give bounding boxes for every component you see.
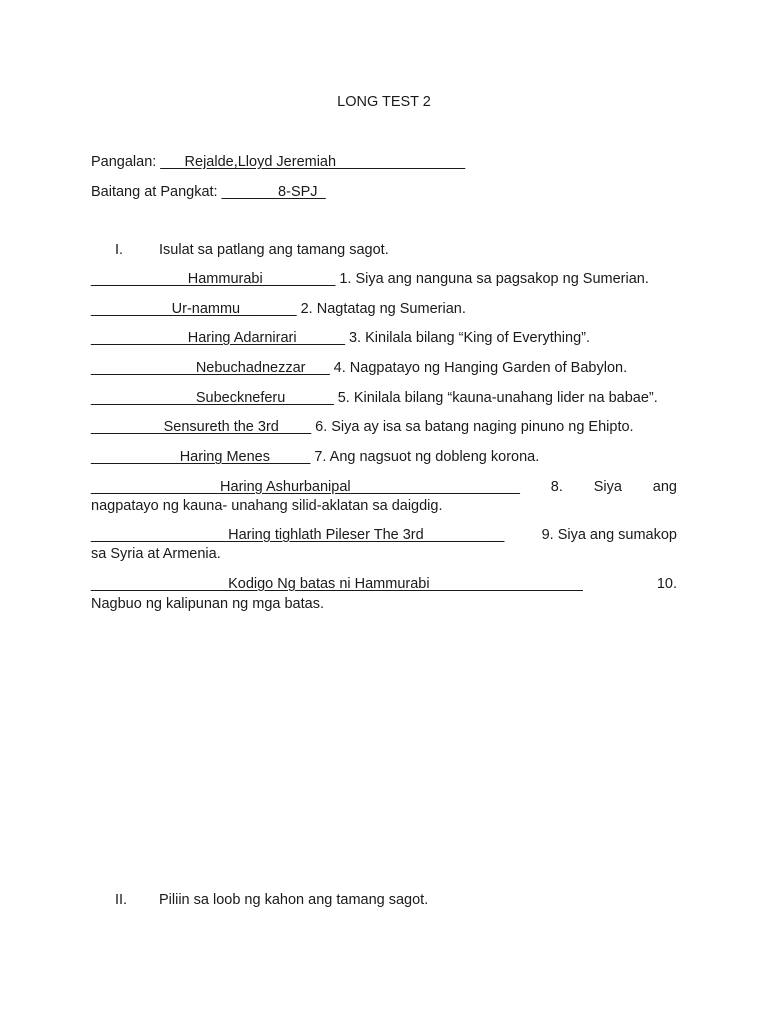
name-value: ___Rejalde,Lloyd Jeremiah________________ [160, 154, 466, 170]
item-word: ang [652, 479, 677, 495]
item-question: 3. Kinilala bilang “King of Everything”. [344, 330, 590, 346]
name-line [91, 154, 465, 170]
item-answer: ____________Hammurabi_________ [91, 271, 336, 287]
list-item [91, 360, 627, 376]
list-item-10-line2: Nagbuo ng kalipunan ng mga batas. [91, 596, 324, 612]
list-item-8-line2: nagpatayo ng kauna- unahang silid-aklatan sa daigdig. [91, 498, 443, 514]
item-answer: __________Ur-nammu_______ [91, 301, 297, 317]
grade-label: Baitang at Pangkat: [91, 184, 218, 200]
item-answer: _____________Nebuchadnezzar___ [91, 360, 330, 376]
name-label: Pangalan: [91, 154, 157, 170]
section1-numeral: I. [115, 242, 124, 258]
list-item-9-line1 [91, 527, 677, 543]
item-question: 9. Siya ang sumakop [541, 527, 677, 543]
item-question: 5. Kinilala bilang “kauna-unahang lider na babae”. [333, 390, 658, 406]
item-question: 4. Nagpatayo ng Hanging Garden of Babylon. [329, 360, 628, 376]
section1-instruction: Isulat sa patlang ang tamang sagot. [159, 242, 389, 258]
item-answer: _____________Subeckneferu______ [91, 390, 334, 406]
item-number: 8. [550, 479, 563, 495]
list-item-8-line1 [91, 479, 677, 495]
item-question: 1. Siya ang nanguna sa pagsakop ng Sumerian. [335, 271, 649, 287]
list-item [91, 449, 539, 465]
item-answer: ____________Haring Adarnirari______ [91, 330, 345, 346]
list-item [91, 301, 466, 317]
section2-numeral: II. [115, 892, 128, 908]
section2-instruction: Piliin sa loob ng kahon ang tamang sagot. [159, 892, 429, 908]
item-answer: _________Sensureth the 3rd____ [91, 419, 312, 435]
item-answer: _________________Kodigo Ng batas ni Hammurabi___________________ [91, 576, 583, 592]
grade-line [91, 184, 326, 200]
item-answer: ________________Haring Ashurbanipal_____________________ [91, 479, 520, 495]
list-item-9-line2: sa Syria at Armenia. [91, 546, 221, 562]
item-number: 10. [656, 576, 677, 592]
list-item [91, 330, 590, 346]
list-item [91, 390, 658, 406]
item-question: 2. Nagtatag ng Sumerian. [296, 301, 466, 317]
item-word: Siya [593, 479, 622, 495]
list-item [91, 271, 649, 287]
item-question: 6. Siya ay isa sa batang naging pinuno ng Ehipto. [311, 419, 634, 435]
item-answer: ___________Haring Menes_____ [91, 449, 311, 465]
item-answer: _________________Haring tighlath Pileser The 3rd__________ [91, 527, 505, 543]
page-title: LONG TEST 2 [337, 94, 431, 110]
list-item-10-line1 [91, 576, 677, 592]
grade-value: _______8-SPJ_ [221, 184, 326, 200]
list-item [91, 419, 634, 435]
item-question: 7. Ang nagsuot ng dobleng korona. [310, 449, 540, 465]
